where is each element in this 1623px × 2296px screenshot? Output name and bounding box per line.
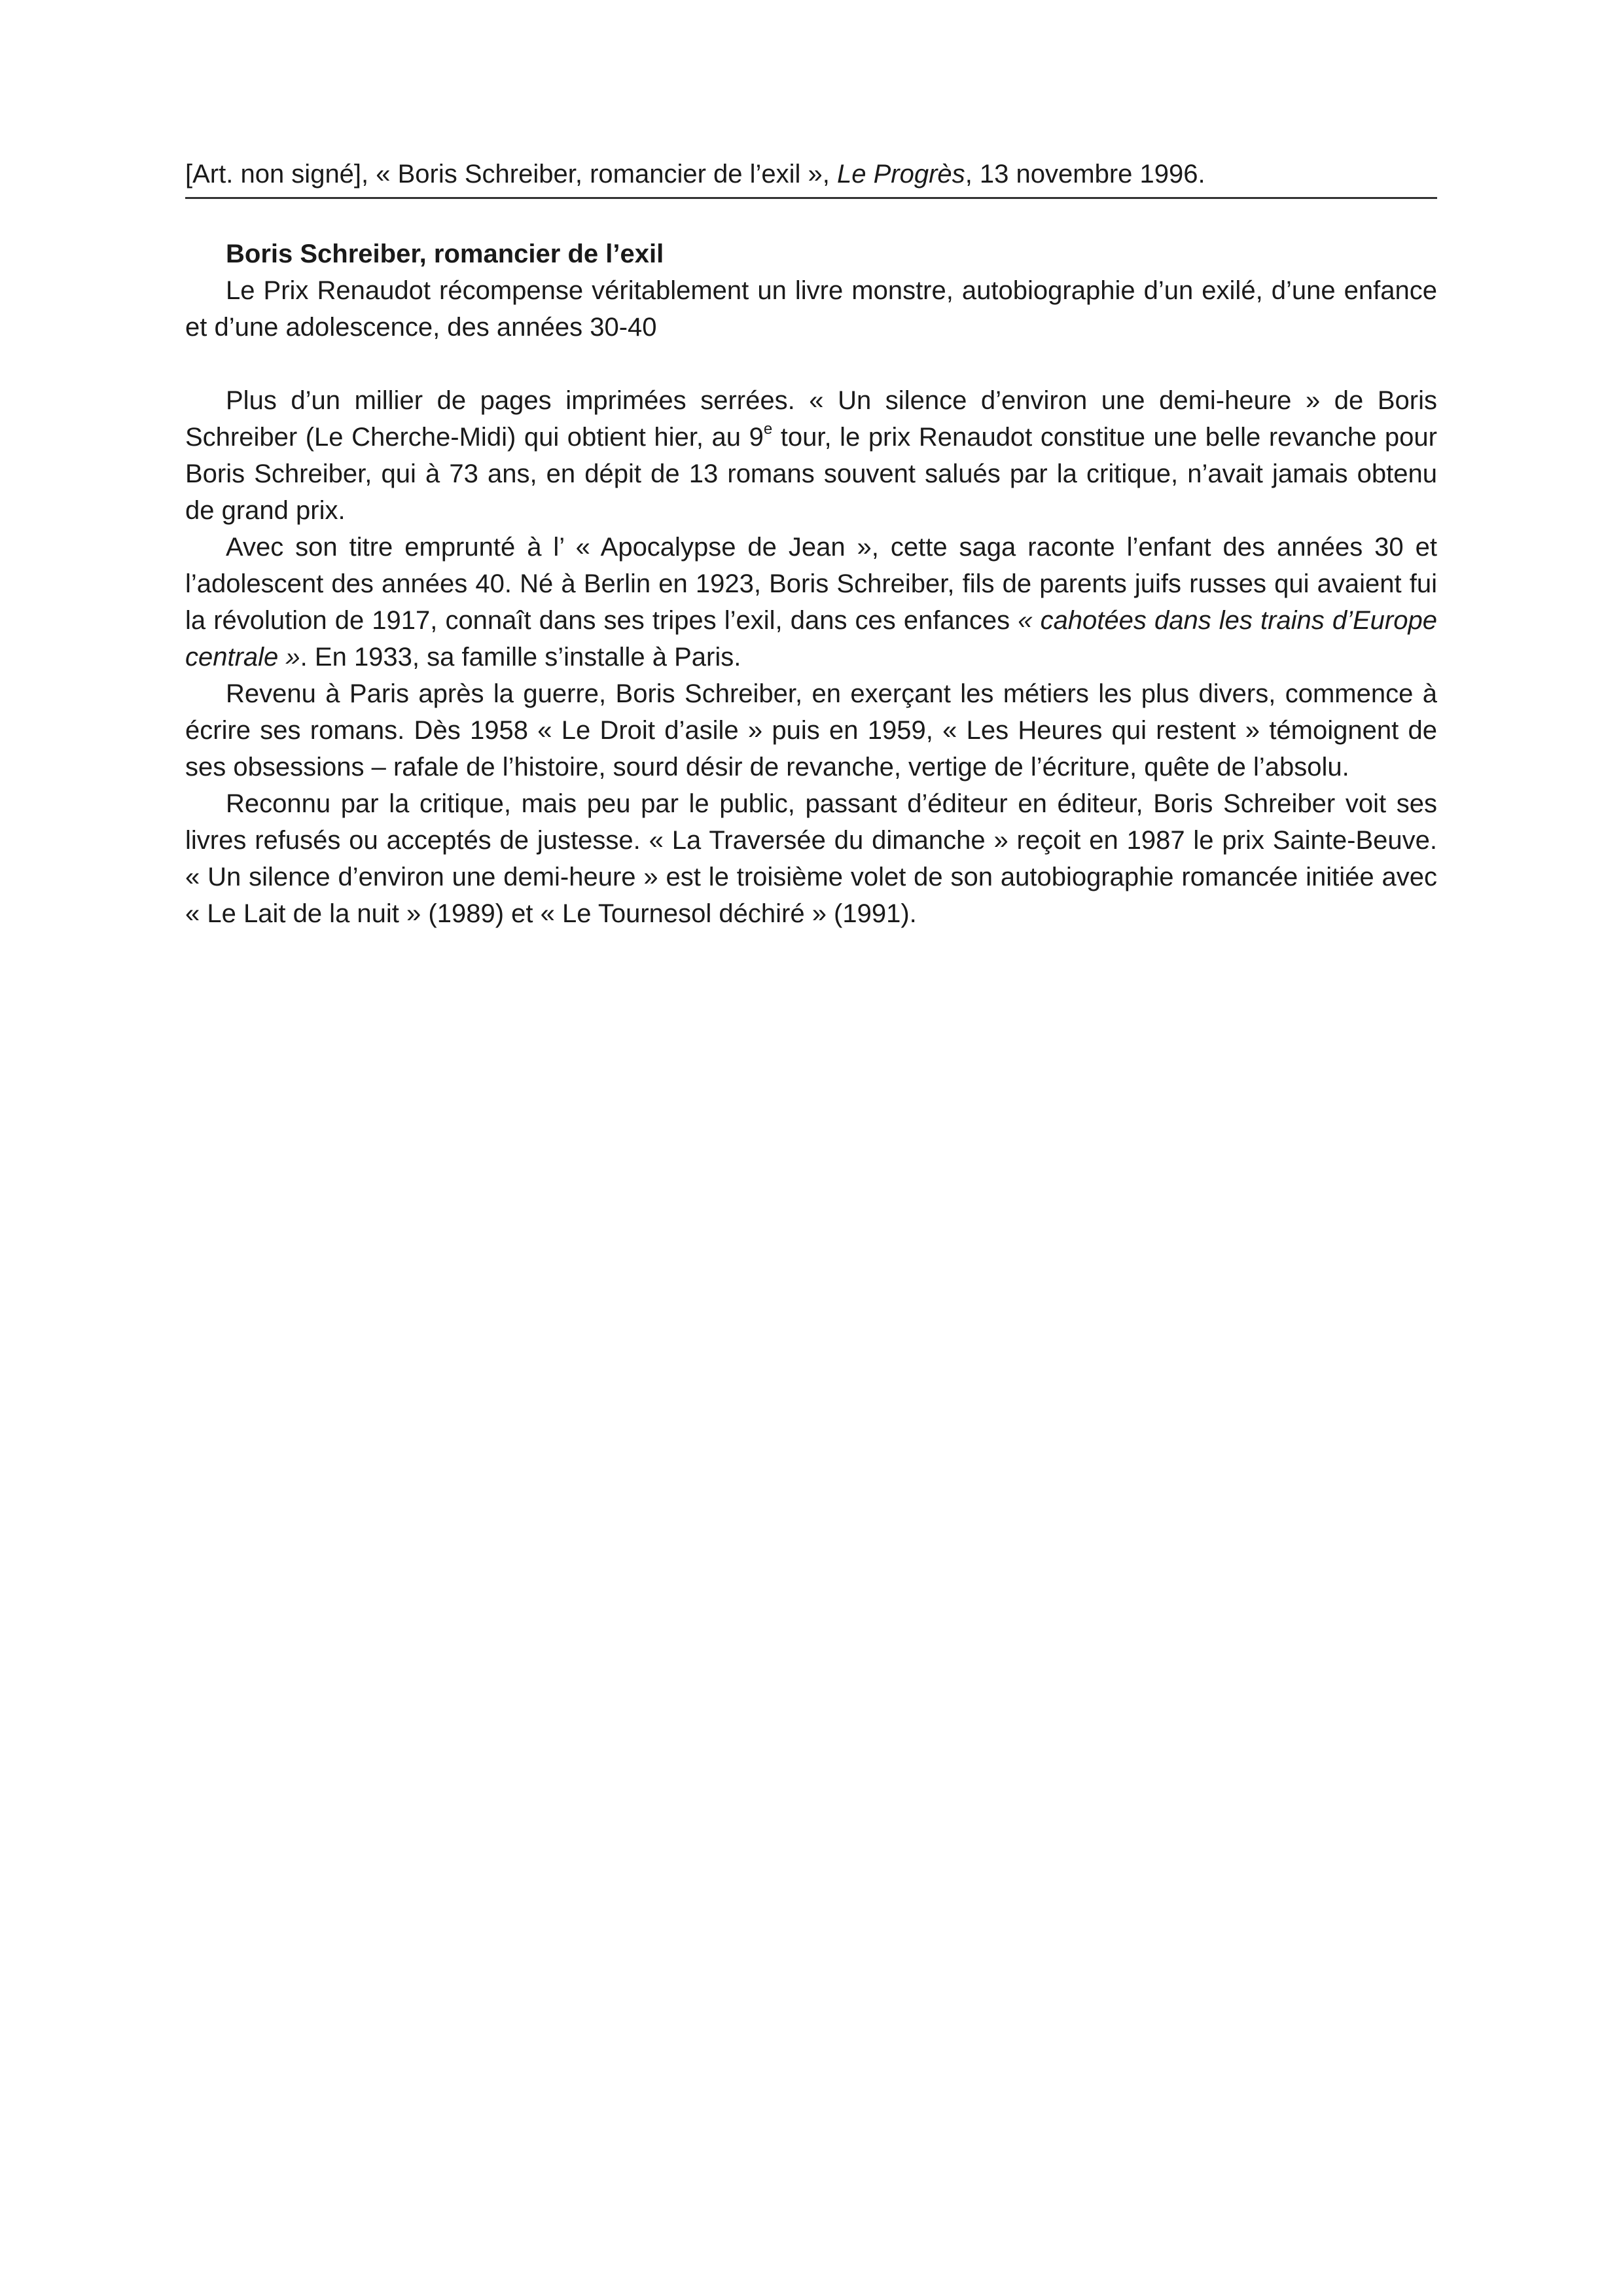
header-divider xyxy=(185,197,1437,199)
paragraph-3: Revenu à Paris après la guerre, Boris Schreiber, en exerçant les métiers les plus divers, commence à écrire ses romans. Dès 1958 « Le Droit d’asile » puis en 1959, « Les Heures qui restent » témoignent de ses obsessions – rafale de l’histoire, sourd désir de revanche, vertige de l’écriture, quête de l’absolu. xyxy=(185,679,1437,781)
paragraph-spacer xyxy=(185,346,1437,382)
paragraph-1 xyxy=(185,382,1437,529)
journal-name: Le Progrès xyxy=(837,160,965,188)
article-subtitle: Le Prix Renaudot récompense véritablement un livre monstre, autobiographie d’un exilé, d’une enfance et d’une adolescence, des années 30-40 xyxy=(185,276,1437,342)
paragraph-2-end: . En 1933, sa famille s’installe à Paris. xyxy=(300,643,741,672)
paragraph-2-start: Avec son titre emprunté à l’ « Apocalypse de Jean », cette saga raconte l’enfant des années 30 et l’adolescent des années 40. Né à Berlin en 1923, Boris Schreiber, fils de parents juifs russes qui avaient fui la révolution de 1917, connaît dans ses tripes l’exil, dans ces enfances xyxy=(185,533,1437,635)
paragraph-2-quote: « cahotées dans les trains d’Europe centrale » xyxy=(185,606,1437,672)
paragraph-1-end: tour, le prix Renaudot constitue une belle revanche pour Boris Schreiber, qui à 73 ans, en dépit de 13 romans souvent salués par la critique, n’avait jamais obtenu de grand prix. xyxy=(185,423,1437,525)
paragraph-1-start: Plus d’un millier de pages imprimées serrées. « Un silence d’environ une demi-heure » de Boris Schreiber (Le Cherche-Midi) qui obtient hier, au 9 xyxy=(185,386,1437,452)
paragraph-2 xyxy=(185,529,1437,675)
article-body xyxy=(185,236,1437,932)
citation-prefix: [Art. non signé], « Boris Schreiber, romancier de l’exil », xyxy=(185,160,838,188)
article-title: Boris Schreiber, romancier de l’exil xyxy=(226,240,664,268)
citation-date: , 13 novembre 1996. xyxy=(965,160,1205,188)
paragraph-4: Reconnu par la critique, mais peu par le public, passant d’éditeur en éditeur, Boris Schreiber voit ses livres refusés ou acceptés de justesse. « La Traversée du dimanche » reçoit en 1987 le prix Sainte-Beuve. « Un silence d’environ une demi-heure » est le troisième volet de son autobiographie romancée initiée avec « Le Lait de la nuit » (1989) et « Le Tournesol déchiré » (1991). xyxy=(185,789,1437,928)
source-citation xyxy=(185,156,1437,192)
ordinal-superscript: e xyxy=(763,420,773,438)
